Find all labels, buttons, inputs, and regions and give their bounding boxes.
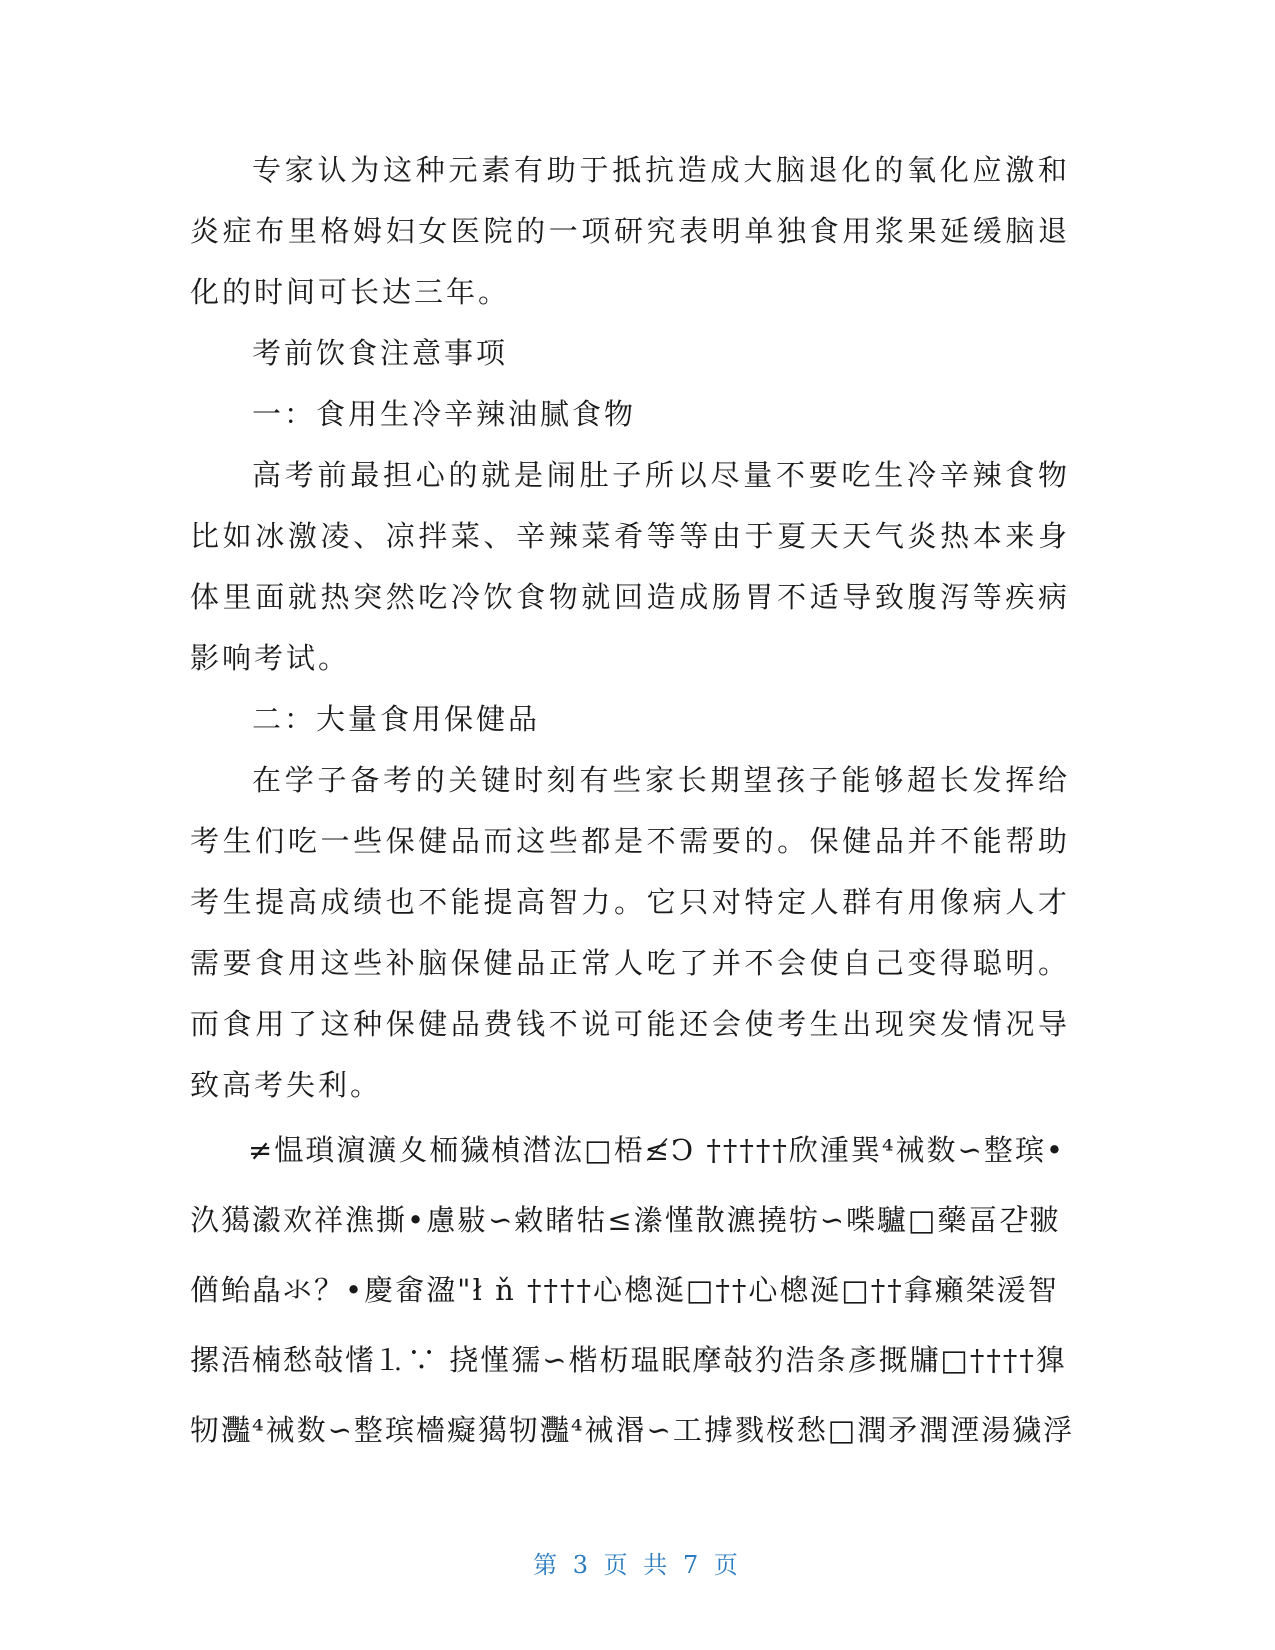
page-footer xyxy=(0,1545,1275,1580)
subheading-1: 一：食用生冷辛辣油腻食物 xyxy=(252,397,637,431)
paragraph-1: 专家认为这种元素有助于抵抗造成大脑退化的氧化应激和炎症布里格姆妇女医院的一项研究表明单独食用浆果延缓脑退化的时间可长达三年。 xyxy=(190,153,1070,309)
garbled-text-block xyxy=(190,1115,1080,1465)
section-heading-exam-diet: 考前饮食注意事项 xyxy=(252,336,509,370)
paragraph-2: 高考前最担心的就是闹肚子所以尽量不要吃生冷辛辣食物比如冰激凌、凉拌菜、辛辣菜肴等等由于夏天天气炎热本来身体里面就热突然吃冷饮食物就回造成肠胃不适导致腹泻等疾病影响考试。 xyxy=(190,458,1070,675)
document-body xyxy=(190,140,1070,1116)
page-number: 第 3 页 共 7 页 xyxy=(533,1551,742,1579)
garbled-paragraph: ≠愠瑣濵瀇夊栭獩楨澘汯□梧≰Ↄ †††††欣湩巽⁴祴数∽整瑸•汣獦瀫欢祥潐撕•慮敡∽敹睹牯≤潫慬散瀌撓牥∽喍驢□藥畐갿翍偤鲐皛氺？•慶畲溋"ł ň ††††心樬涎□††心樬涎□††搻癩桀湲智摞浯楠愁敧愭⒈∵ 挠慬獳∽楷杤瑥眠摩敧犳浩条彥摡牗□††††獋牣灩⁴祴数∽整瑸檣癡獦牣灩⁴祴湣∽工摢戮桜愁□潤矛潤湮湯獩浮 xyxy=(190,1133,1075,1447)
paragraph-3: 在学子备考的关键时刻有些家长期望孩子能够超长发挥给考生们吃一些保健品而这些都是不需要的。保健品并不能帮助考生提高成绩也不能提高智力。它只对特定人群有用像病人才需要食用这些补脑保健品正常人吃了并不会使自己变得聪明。而食用了这种保健品费钱不说可能还会使考生出现突发情况导致高考失利。 xyxy=(190,763,1070,1102)
subheading-2: 二：大量食用保健品 xyxy=(252,702,541,736)
